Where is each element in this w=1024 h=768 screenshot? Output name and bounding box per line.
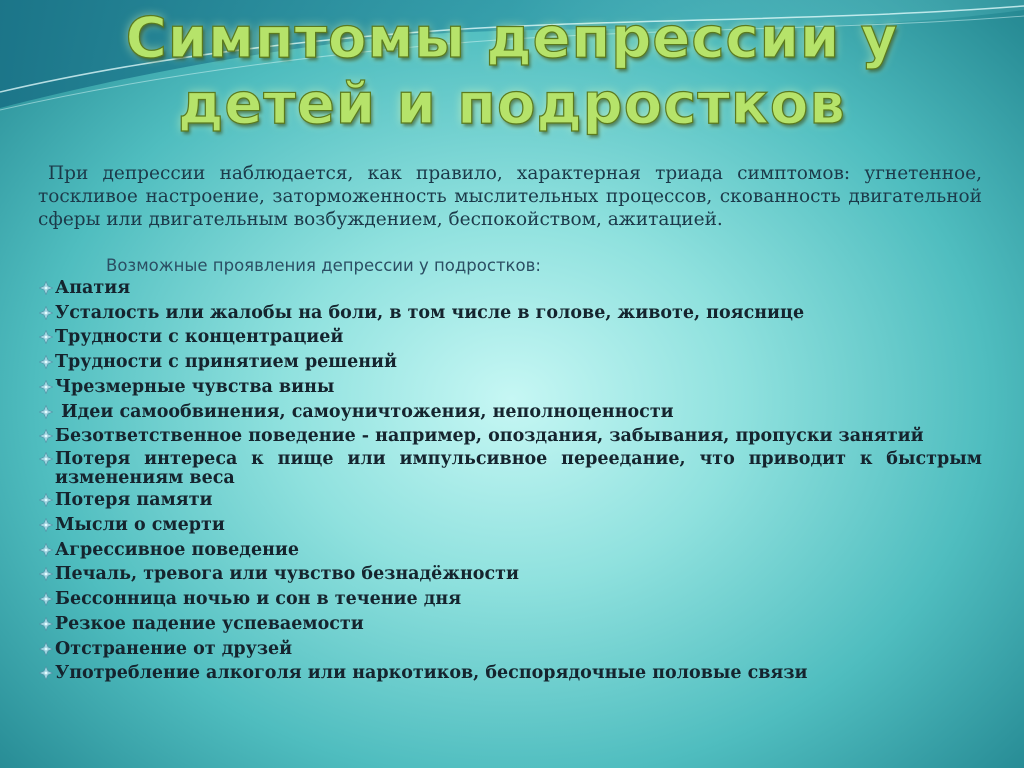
diamond-flower-bullet-icon <box>39 452 53 466</box>
diamond-flower-bullet-icon <box>39 518 53 532</box>
diamond-flower-bullet-icon <box>39 592 53 606</box>
diamond-flower-bullet-icon <box>39 281 53 295</box>
diamond-flower-bullet-icon <box>39 617 53 631</box>
symptom-item <box>38 565 982 584</box>
symptom-text: Усталость или жалобы на боли, в том числе в голове, животе, пояснице <box>55 302 805 323</box>
symptom-item <box>38 516 982 535</box>
symptom-text: Чрезмерные чувства вины <box>55 376 335 397</box>
diamond-flower-bullet-icon <box>39 380 53 394</box>
symptom-item <box>38 304 982 323</box>
title-line-2: детей и подростков <box>178 72 846 137</box>
symptom-item <box>38 450 982 487</box>
diamond-flower-bullet-icon <box>39 306 53 320</box>
symptom-text: Идеи самообвинения, самоуничтожения, неполноценности <box>55 401 674 422</box>
symptom-item <box>38 664 982 683</box>
symptom-text: Резкое падение успеваемости <box>55 613 364 634</box>
symptom-item <box>38 640 982 659</box>
intro-paragraph: При депрессии наблюдается, как правило, характерная триада симптомов: угнетенное, тоскливое настроение, заторможенность мыслительных процессов, скованность двигательной сферы или двигательным возбуждением, беспокойством, ажитацией. <box>38 163 982 230</box>
diamond-flower-bullet-icon <box>39 355 53 369</box>
symptom-text: Потеря интереса к пище или импульсивное переедание, что приводит к быстрым изменениям веса <box>55 448 982 488</box>
diamond-flower-bullet-icon <box>39 666 53 680</box>
diamond-flower-bullet-icon <box>39 543 53 557</box>
diamond-flower-bullet-icon <box>39 330 53 344</box>
symptom-item <box>38 353 982 372</box>
symptom-item <box>38 491 982 510</box>
symptom-text: Трудности с принятием решений <box>55 352 398 373</box>
symptom-text: Потеря памяти <box>55 490 213 511</box>
symptoms-subheading: Возможные проявления депрессии у подростков: <box>106 256 541 275</box>
symptom-text: Печаль, тревога или чувство безнадёжности <box>55 564 519 585</box>
symptom-list <box>38 279 982 689</box>
symptom-item <box>38 279 982 298</box>
diamond-flower-bullet-icon <box>39 567 53 581</box>
diamond-flower-bullet-icon <box>39 429 53 443</box>
slide-title <box>0 6 1024 138</box>
symptom-item <box>38 328 982 347</box>
symptom-text: Употребление алкоголя или наркотиков, беспорядочные половые связи <box>55 663 808 684</box>
symptom-text: Бессонница ночью и сон в течение дня <box>55 589 462 610</box>
symptom-item <box>38 590 982 609</box>
diamond-flower-bullet-icon <box>39 642 53 656</box>
title-line-1: Симптомы депрессии у <box>125 6 899 71</box>
symptom-text: Отстранение от друзей <box>55 638 293 659</box>
symptom-item <box>38 403 982 422</box>
diamond-flower-bullet-icon <box>39 405 53 419</box>
symptom-item <box>38 615 982 634</box>
symptom-item <box>38 378 982 397</box>
symptom-text: Мысли о смерти <box>55 515 225 536</box>
symptom-text: Трудности с концентрацией <box>55 327 344 348</box>
symptom-item <box>38 541 982 560</box>
symptom-item <box>38 427 982 446</box>
diamond-flower-bullet-icon <box>39 493 53 507</box>
symptom-text: Апатия <box>55 278 131 298</box>
symptom-text: Безответственное поведение - например, опоздания, забывания, пропуски занятий <box>55 426 924 447</box>
symptom-text: Агрессивное поведение <box>55 539 300 560</box>
